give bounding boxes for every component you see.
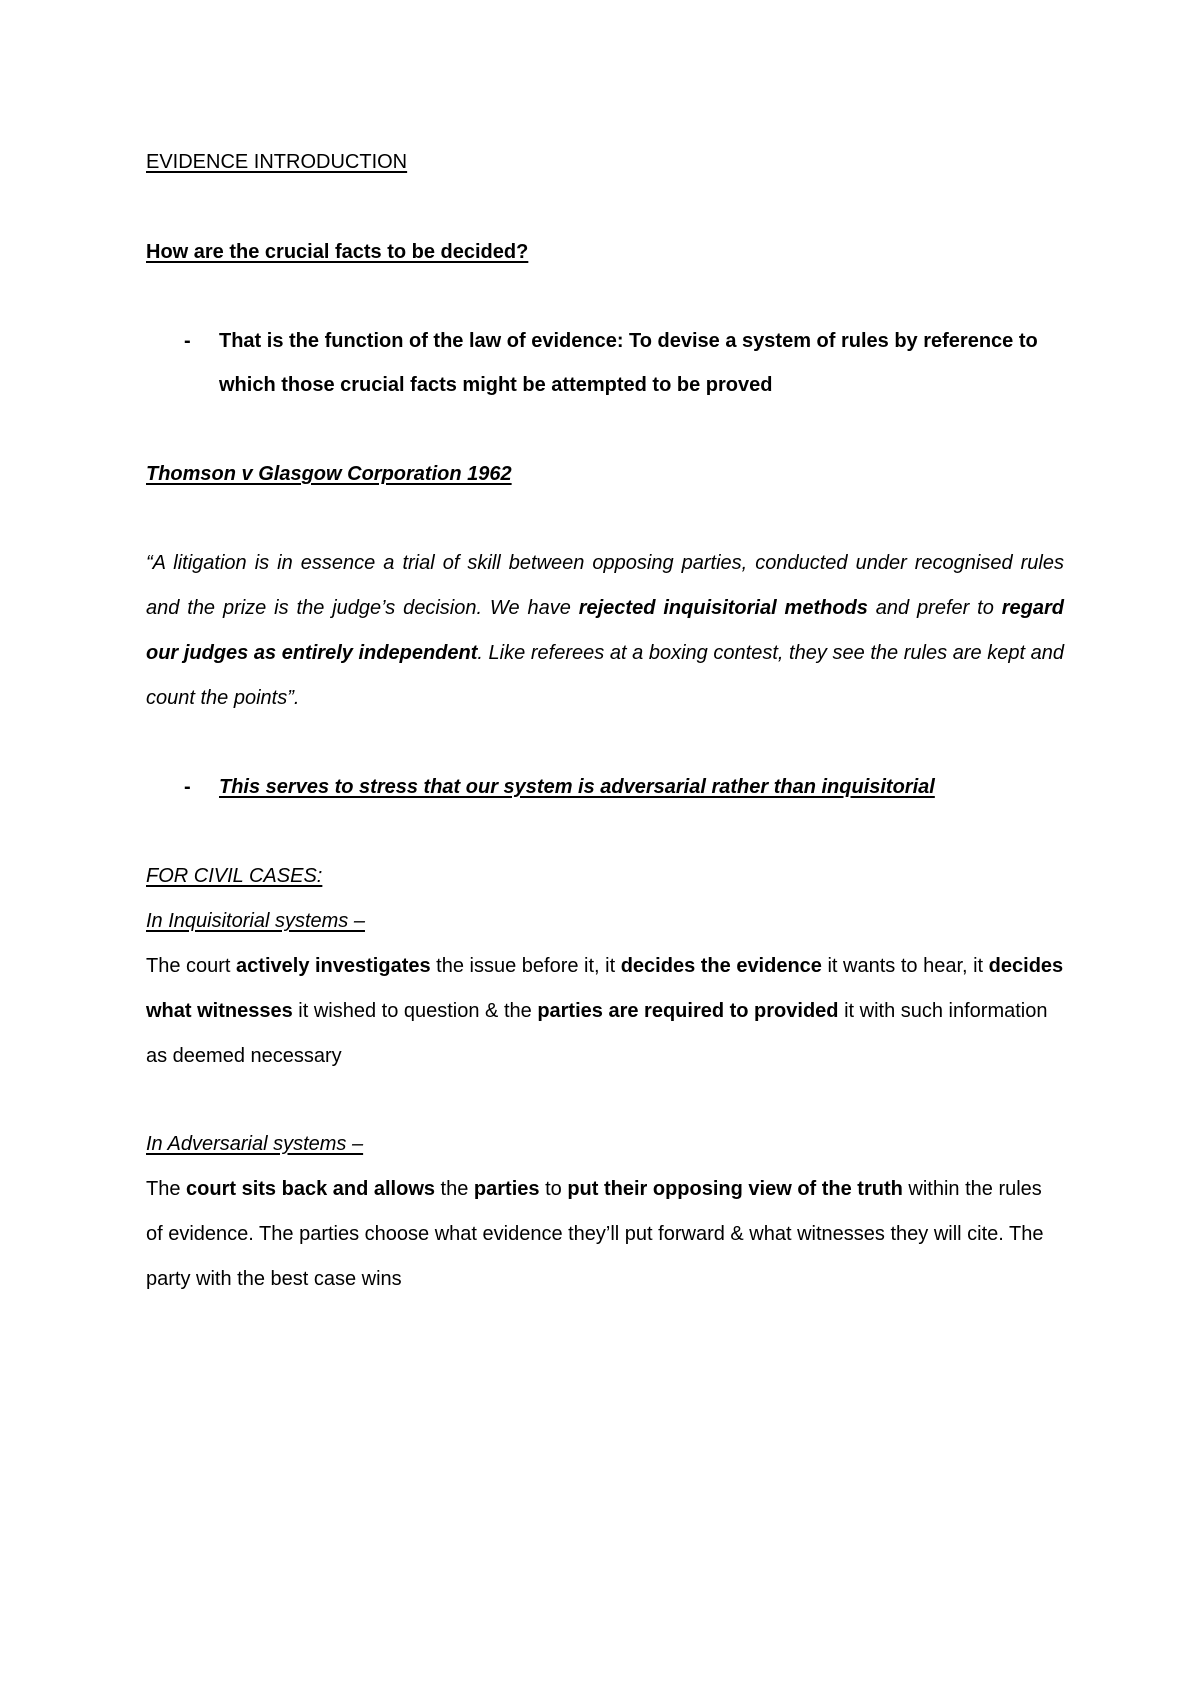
inq-bold-2: decides the evidence bbox=[620, 955, 822, 977]
adv-bold-1: court sits back and allows bbox=[186, 1178, 435, 1200]
quote-bold-1: rejected inquisitorial methods bbox=[578, 597, 868, 619]
quote-bold-2: regard our judges as entirely independent bbox=[146, 597, 1064, 664]
civil-cases-heading: FOR CIVIL CASES: bbox=[146, 865, 323, 887]
adv-text-4: within the rules of evidence. The parties choose what evidence they’ll put forward & what witnesses they will cite. The party with the best case wins bbox=[146, 1178, 1044, 1290]
bullet-dash-2: - bbox=[184, 776, 191, 798]
quote-part-2: and prefer to bbox=[867, 597, 1002, 619]
case-name-heading: Thomson v Glasgow Corporation 1962 bbox=[146, 463, 512, 485]
inq-bold-3: decides what witnesses bbox=[146, 955, 1064, 1022]
inquisitorial-heading: In Inquisitorial systems – bbox=[146, 910, 365, 932]
bullet-function-of-evidence: That is the function of the law of evidence: To devise a system of rules by reference to which those crucial facts might be attempted to be proved bbox=[219, 330, 1038, 396]
adv-text-3: to bbox=[539, 1178, 568, 1200]
inq-text-4: it wished to question & the bbox=[292, 1000, 538, 1022]
adversarial-paragraph bbox=[146, 1167, 1064, 1302]
bullet-dash-1: - bbox=[184, 330, 191, 352]
quote-part-1: “A litigation is in essence a trial of skill between opposing parties, conducted under recognised rules and the prize is the judge’s decision. We have bbox=[146, 552, 1064, 619]
inq-bold-4: parties are required to provided bbox=[537, 1000, 839, 1022]
question-heading: How are the crucial facts to be decided? bbox=[146, 241, 529, 263]
adv-bold-2: parties bbox=[473, 1178, 540, 1200]
inq-text-1: The court bbox=[146, 955, 237, 977]
inquisitorial-paragraph bbox=[146, 944, 1064, 1079]
inq-bold-1: actively investigates bbox=[236, 955, 431, 977]
inq-text-3: it wants to hear, it bbox=[821, 955, 989, 977]
adv-text-2: the bbox=[435, 1178, 474, 1200]
adv-bold-3: put their opposing view of the truth bbox=[567, 1178, 903, 1200]
case-quote bbox=[146, 541, 1064, 721]
document-title: EVIDENCE INTRODUCTION bbox=[146, 151, 408, 173]
adversarial-heading: In Adversarial systems – bbox=[146, 1133, 364, 1155]
quote-part-3: . Like referees at a boxing contest, they see the rules are kept and count the points”. bbox=[146, 642, 1064, 709]
inq-text-2: the issue before it, it bbox=[430, 955, 621, 977]
adv-text-1: The bbox=[146, 1178, 187, 1200]
inq-text-5: it with such information as deemed necessary bbox=[146, 1000, 1048, 1067]
bullet-adversarial-stress: This serves to stress that our system is adversarial rather than inquisitorial bbox=[219, 776, 935, 798]
